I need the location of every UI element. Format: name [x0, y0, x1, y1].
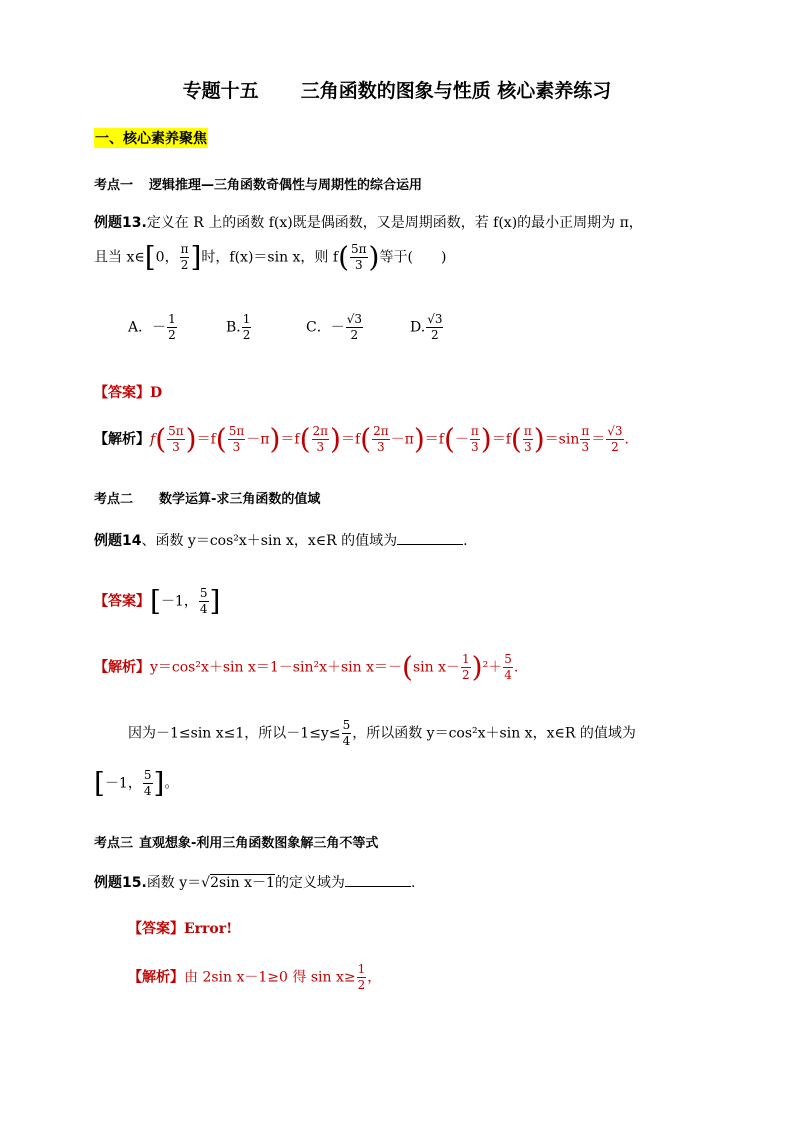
answer-text: －1， [160, 593, 198, 610]
paren: ) [185, 422, 197, 456]
paren: ) [269, 422, 281, 456]
sol-text: ＝f [196, 431, 216, 448]
title-part-b: 三角函数的图象与性质 核心素养练习 [300, 80, 612, 102]
frac-num: 5π [351, 242, 367, 256]
option-d-label: D. [410, 319, 426, 336]
sol-text: ＝f [491, 431, 511, 448]
sol-text: ＝f [424, 431, 444, 448]
q-text: 函数 y＝ [146, 875, 202, 891]
solution-label: 【解析】 [94, 659, 150, 676]
page-title [0, 76, 794, 103]
right-paren: ) [368, 240, 380, 274]
frac-num: 1 [242, 312, 251, 326]
fraction-1-2 [167, 312, 177, 343]
radical-sign: √ [201, 875, 211, 891]
option-d [410, 312, 444, 343]
paren: ) [471, 650, 483, 684]
answer-blank [397, 532, 463, 545]
paren: ) [533, 422, 545, 456]
answer-blank [345, 874, 411, 887]
left-bracket: [ [150, 584, 161, 618]
frac-den: 3 [523, 440, 532, 454]
frac-num: 1 [357, 962, 366, 976]
left-bracket: [ [94, 766, 105, 800]
sol-text: ＝f [280, 431, 300, 448]
sol-text: 。 [164, 775, 179, 792]
frac-num: 5π [228, 424, 245, 438]
solution-label: 【解析】 [128, 969, 184, 986]
frac-num: π [581, 424, 590, 438]
sol-text: y＝cos²x＋sin x＝1－sin²x＋sin x＝－ [150, 659, 403, 676]
q13-text-c: 时，f(x)＝sin x，则 f [201, 249, 339, 266]
fraction [312, 424, 330, 455]
fraction [523, 424, 533, 455]
example-13-label: 例题13. [94, 215, 147, 231]
example-13-solution [94, 424, 629, 455]
frac-den: 2 [357, 978, 366, 992]
sol-text: . [624, 431, 629, 448]
paren: ) [413, 422, 425, 456]
sol-text: ，所以函数 y＝cos²x＋sin x，x∈R 的值域为 [352, 725, 636, 742]
topic-1-text: 逻辑推理—三角函数奇偶性与周期性的综合运用 [149, 178, 423, 193]
frac-den: 2 [431, 328, 439, 342]
sol-text: . [513, 659, 519, 676]
example-13-question-1: 定义在 R 上的函数 f(x)既是偶函数，又是周期函数，若 f(x)的最小正周期为 π， [146, 215, 643, 231]
frac-den: 3 [581, 440, 590, 454]
fraction-5-4 [342, 718, 352, 749]
sol-text: sin x－ [412, 659, 460, 676]
option-c [306, 312, 364, 343]
paren: ( [402, 650, 413, 684]
frac-num: 5 [199, 586, 208, 600]
paren: ( [155, 422, 167, 456]
frac-num: √3 [346, 312, 362, 326]
left-bracket: [ [144, 240, 156, 274]
topic-3-label: 考点三 [94, 836, 134, 851]
answer-label: 【答案】 [128, 921, 184, 937]
topic-2-text: 数学运算-求三角函数的值域 [159, 492, 321, 507]
sol-text: － [454, 431, 469, 448]
fraction-5-4 [199, 586, 209, 617]
radicand: 2sin x－1 [210, 875, 275, 891]
topic-2-heading [94, 488, 320, 507]
right-bracket: ] [209, 584, 221, 618]
paren: ( [360, 422, 372, 456]
sol-text: －π [246, 431, 270, 448]
example-14-question [94, 530, 468, 550]
sol-text: ²＋ [482, 659, 503, 676]
right-bracket: ] [153, 766, 165, 800]
frac-den: 2 [180, 258, 189, 272]
topic-2-label: 考点二 [94, 492, 134, 507]
topic-1-heading [94, 174, 422, 193]
example-14-end: . [463, 533, 468, 549]
frac-den: 4 [504, 668, 512, 682]
answer-value: D [150, 385, 163, 401]
frac-den: 4 [143, 784, 152, 798]
sol-text: 由 2sin x－1≥0 得 sin x≥ [184, 969, 356, 986]
frac-den: 2 [461, 668, 470, 682]
frac-num: 5 [143, 768, 152, 782]
example-14-text: 、函数 y＝cos²x＋sin x，x∈R 的值域为 [141, 533, 398, 549]
frac-num: 2π [312, 424, 329, 438]
frac-den: 2 [168, 328, 176, 342]
answer-value: Error! [184, 921, 233, 937]
topic-3-heading [94, 832, 378, 851]
fraction [372, 424, 390, 455]
paren: ( [299, 422, 311, 456]
sol-text: －1， [104, 775, 142, 792]
option-c-label: C．－ [306, 319, 345, 336]
frac-den: 2 [611, 440, 619, 454]
frac-den: 4 [342, 734, 351, 748]
example-15-answer [128, 918, 232, 938]
example-14-label: 例题14 [94, 533, 142, 549]
frac-num: 5 [504, 652, 512, 666]
paren: ( [215, 422, 227, 456]
fraction-5pi-over-3 [350, 242, 368, 273]
example-13-answer [94, 382, 162, 402]
fraction-1-2 [357, 962, 367, 993]
fraction-sqrt3-2 [426, 312, 443, 343]
option-b [226, 312, 252, 343]
paren: ) [480, 422, 492, 456]
fraction [606, 424, 623, 455]
right-bracket: ] [190, 240, 202, 274]
frac-den: 3 [232, 440, 241, 454]
frac-den: 3 [471, 440, 479, 454]
example-13-line-2 [94, 242, 446, 273]
f-symbol: f [150, 431, 156, 448]
example-14-solution-line-3 [94, 768, 178, 799]
sol-text: ， [367, 969, 382, 986]
fraction-sqrt3-2 [346, 312, 363, 343]
frac-num: √3 [607, 424, 623, 438]
paren: ( [443, 422, 455, 456]
sol-text: 因为－1≤sin x≤1，所以－1≤y≤ [128, 725, 341, 742]
example-15-label: 例题15. [94, 875, 147, 891]
frac-num: π [523, 424, 532, 438]
fraction [470, 424, 480, 455]
fraction [167, 424, 185, 455]
frac-num: 1 [461, 652, 470, 666]
example-13-line-1 [94, 212, 643, 232]
example-15-question [94, 872, 415, 892]
q13-text-d: 等于( ) [379, 249, 447, 266]
sol-text: ＝sin [544, 431, 580, 448]
paren: ) [330, 422, 341, 456]
frac-num: 5π [168, 424, 184, 438]
fraction [228, 424, 246, 455]
answer-label: 【答案】 [94, 593, 150, 610]
example-14-solution-line-2 [128, 718, 636, 749]
topic-3-text: 直观想象-利用三角函数图象解三角不等式 [139, 836, 379, 851]
sol-text: ＝ [591, 431, 606, 448]
option-b-label: B. [226, 319, 241, 336]
frac-num: π [470, 424, 479, 438]
frac-num: 1 [168, 312, 176, 326]
option-a [128, 312, 178, 343]
option-a-label: A．－ [128, 319, 167, 336]
frac-num: 5 [342, 718, 351, 732]
title-part-a: 专题十五 [182, 80, 259, 102]
frac-num: 2π [373, 424, 389, 438]
fraction-5-4 [503, 652, 513, 683]
q13-text-b: 0， [155, 249, 179, 266]
frac-den: 4 [199, 602, 208, 616]
frac-den: 3 [377, 440, 385, 454]
sol-text: ＝f [340, 431, 361, 448]
q13-text-a: 且当 x∈ [94, 249, 145, 266]
paren: ( [510, 422, 522, 456]
fraction-1-2 [461, 652, 471, 683]
frac-num: √3 [427, 312, 443, 326]
fraction-pi-over-2 [180, 242, 190, 273]
frac-den: 2 [350, 328, 359, 342]
example-14-solution [94, 652, 518, 683]
q-text: . [410, 875, 416, 891]
solution-label: 【解析】 [94, 431, 150, 448]
frac-num: π [180, 242, 189, 256]
answer-label: 【答案】 [94, 385, 150, 401]
fraction [580, 424, 590, 455]
frac-den: 3 [316, 440, 325, 454]
example-15-solution [128, 962, 381, 993]
frac-den: 2 [242, 328, 251, 342]
fraction-1-2 [242, 312, 252, 343]
sol-text: －π [390, 431, 414, 448]
left-paren: ( [338, 240, 350, 274]
frac-den: 3 [354, 258, 363, 272]
section-heading: 一、核心素养聚焦 [94, 128, 208, 148]
q-text: 的定义域为 [274, 875, 345, 891]
frac-den: 3 [172, 440, 180, 454]
topic-1-label: 考点一 [94, 178, 134, 193]
example-14-answer [94, 586, 220, 617]
fraction-5-4 [143, 768, 153, 799]
